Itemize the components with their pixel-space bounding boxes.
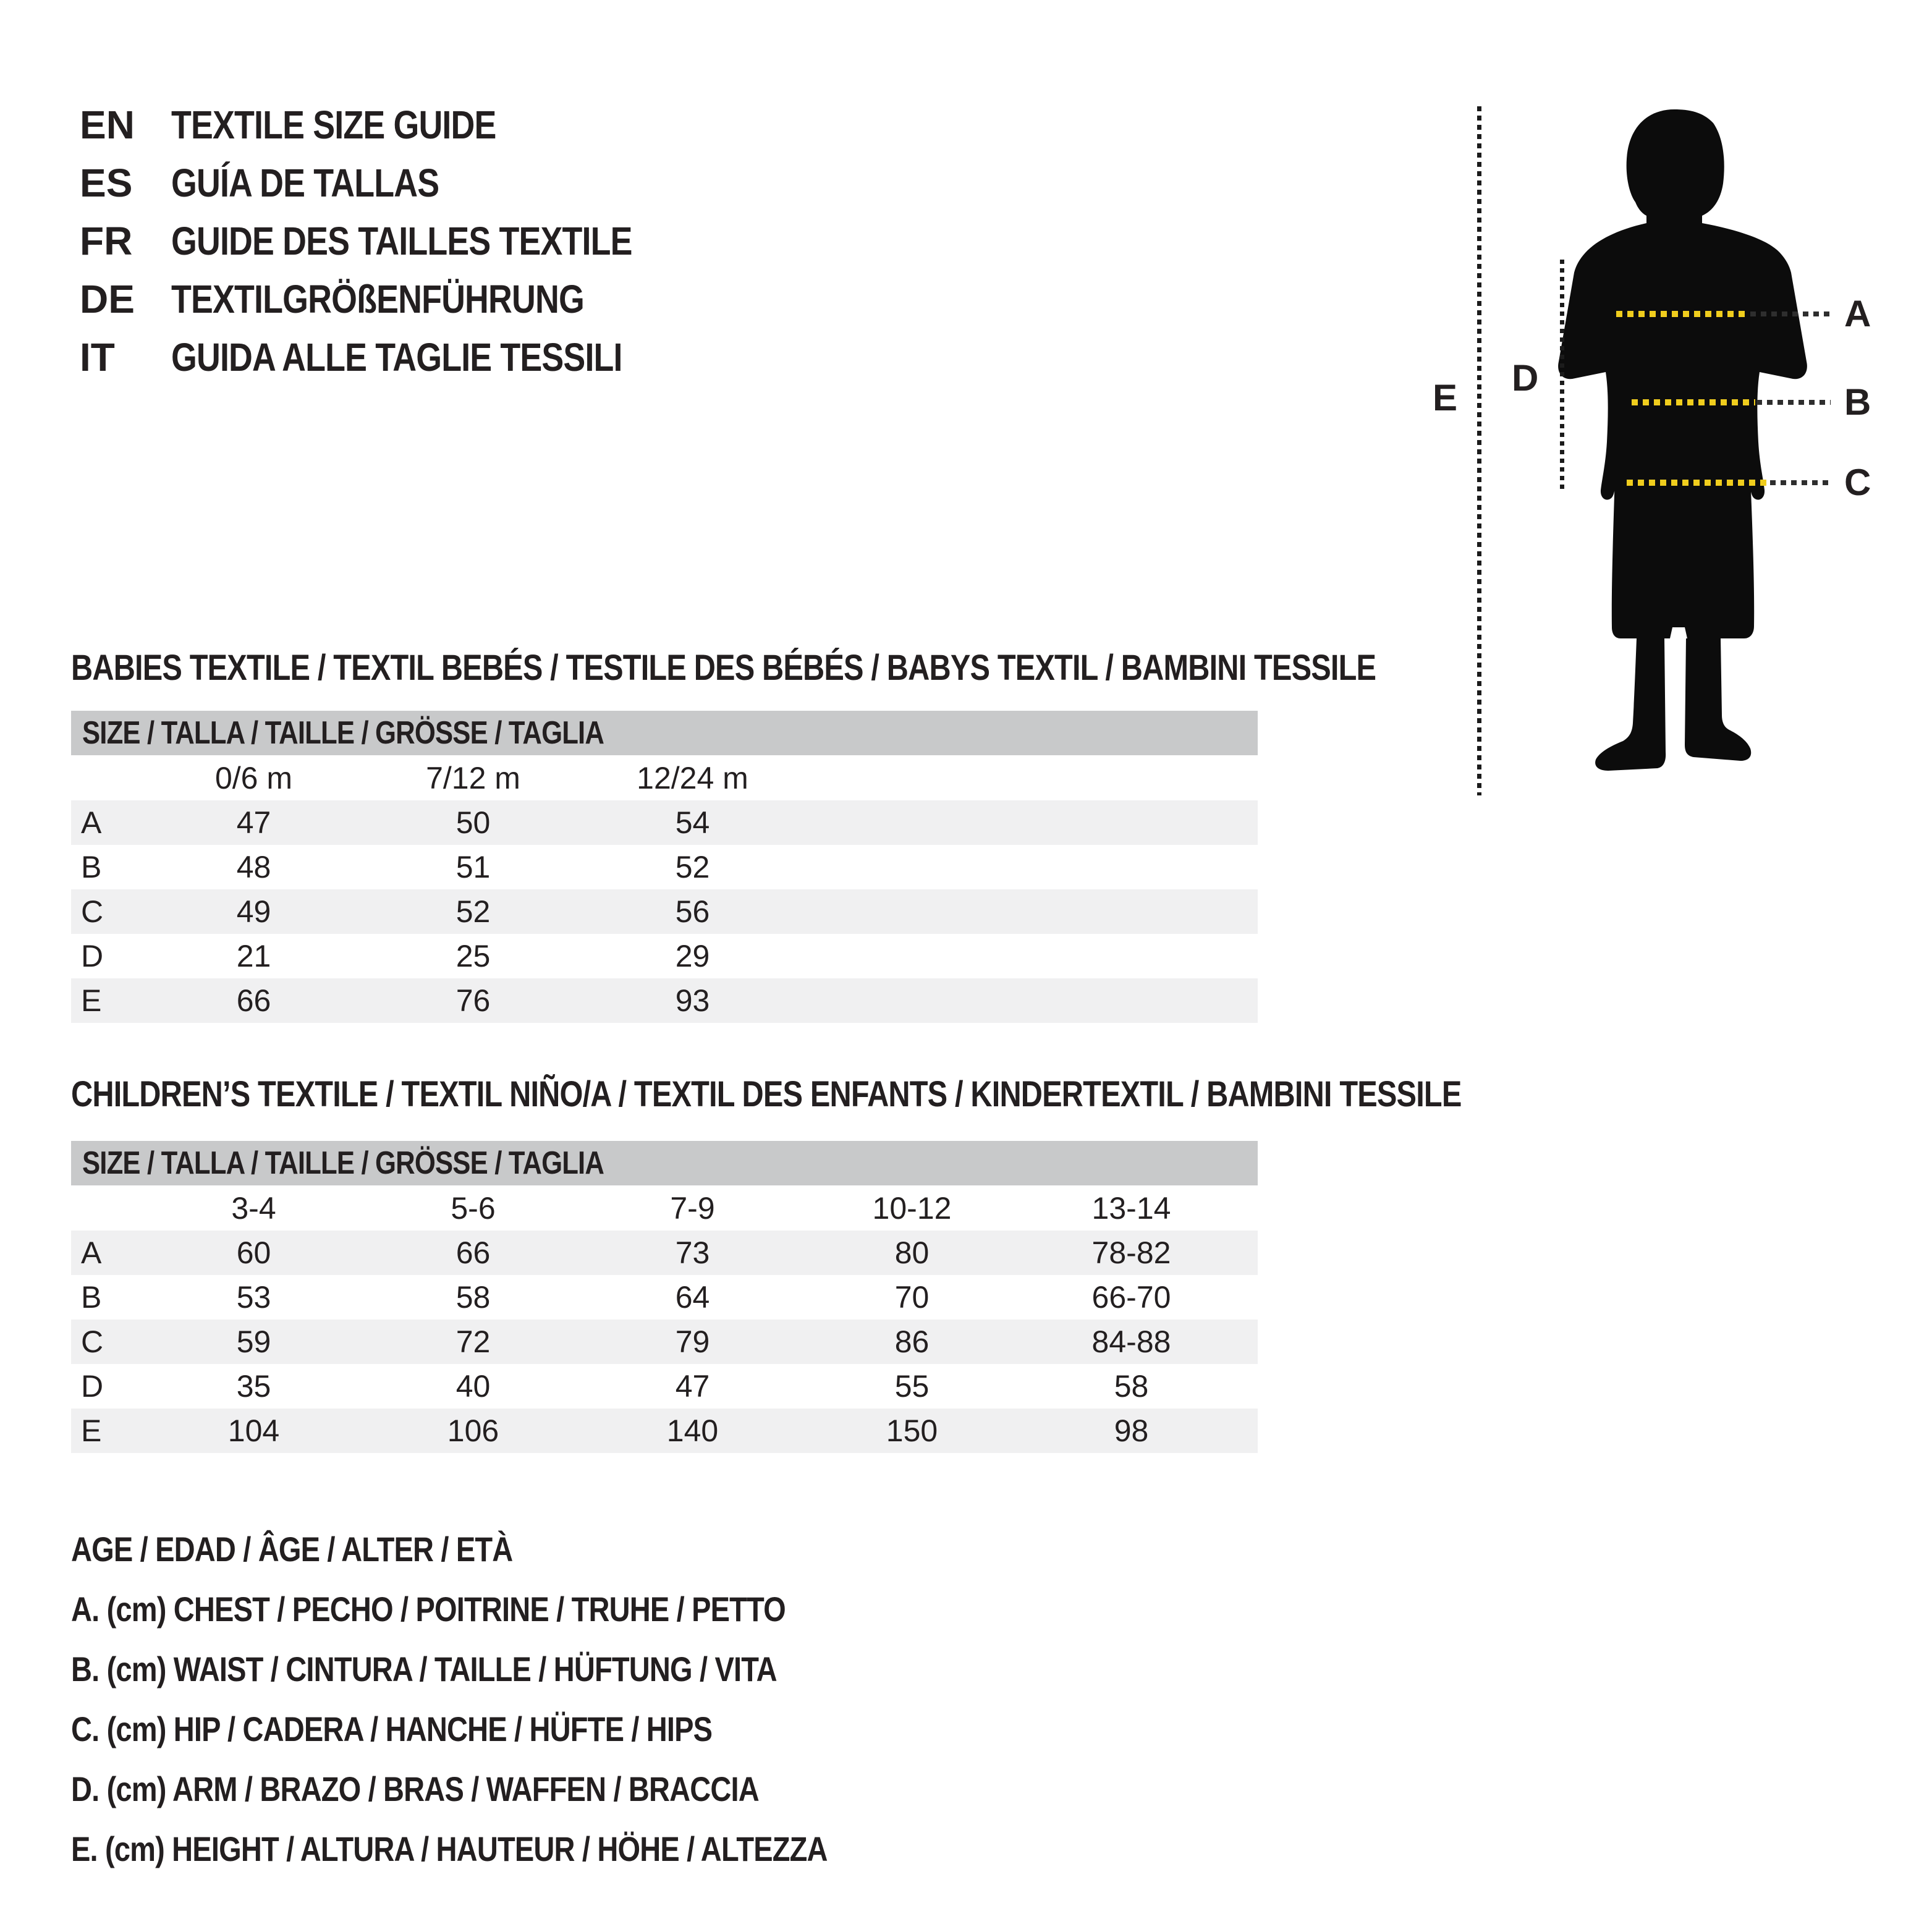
language-row-de xyxy=(80,270,720,328)
table-row-D xyxy=(71,1364,1258,1409)
figure-label-hip-C: C xyxy=(1844,462,1871,503)
table-row-A xyxy=(71,800,1258,845)
arm-measure-line-D xyxy=(1560,260,1564,489)
cell: 55 xyxy=(894,1369,930,1404)
row-label: E xyxy=(81,1413,102,1448)
table-row-C xyxy=(71,1320,1258,1364)
cell: 40 xyxy=(455,1369,491,1404)
cell: 52 xyxy=(455,894,491,929)
row-label: D xyxy=(81,1369,104,1404)
legend-line-age: AGE / EDAD / ÂGE / ALTER / ETÀ xyxy=(71,1530,513,1569)
row-label: C xyxy=(81,1324,104,1359)
table-row-A xyxy=(71,1231,1258,1275)
language-code: FR xyxy=(80,219,133,263)
children-size-table xyxy=(71,1141,1258,1453)
cell: 51 xyxy=(455,850,491,884)
table-header-bar: SIZE / TALLA / TAILLE / GRÖSSE / TAGLIA xyxy=(71,711,1258,755)
children-column-headers xyxy=(71,1185,1258,1231)
cell: 56 xyxy=(675,894,710,929)
guide-title-fr: GUIDE DES TAILLES TEXTILE xyxy=(171,219,632,263)
cell: 29 xyxy=(675,939,710,973)
guide-title-en: TEXTILE SIZE GUIDE xyxy=(171,103,496,147)
row-label: E xyxy=(81,983,102,1018)
figure-label-waist-B: B xyxy=(1844,381,1871,423)
babies-section-title: BABIES TEXTILE / TEXTIL BEBÉS / TESTILE DES BÉBÉS / BABYS TEXTIL / BAMBINI TESSILE xyxy=(71,647,1376,688)
cell: 104 xyxy=(227,1413,280,1448)
cell: 70 xyxy=(894,1280,930,1315)
legend-line-hip: C. (cm) HIP / CADERA / HANCHE / HÜFTE / HIPS xyxy=(71,1710,713,1748)
legend-line-chest: A. (cm) CHEST / PECHO / POITRINE / TRUHE / PETTO xyxy=(71,1590,786,1629)
legend-line-arm: D. (cm) ARM / BRAZO / BRAS / WAFFEN / BRACCIA xyxy=(71,1769,759,1808)
language-row-en xyxy=(80,96,720,154)
legend-line-waist: B. (cm) WAIST / CINTURA / TAILLE / HÜFTUNG / VITA xyxy=(71,1650,777,1688)
cell: 66 xyxy=(455,1235,491,1270)
column-header: 13-14 xyxy=(1091,1190,1171,1226)
leader-dots-A xyxy=(1750,311,1831,316)
guide-title-es: GUÍA DE TALLAS xyxy=(171,161,439,205)
cell: 21 xyxy=(236,939,271,973)
language-code: DE xyxy=(80,277,135,321)
cell: 64 xyxy=(675,1280,710,1315)
cell: 93 xyxy=(675,983,710,1018)
table-row-B xyxy=(71,845,1258,889)
guide-title-de: TEXTILGRÖßENFÜHRUNG xyxy=(171,277,584,321)
table-row-D xyxy=(71,934,1258,978)
language-row-es xyxy=(80,154,720,212)
cell: 86 xyxy=(894,1324,930,1359)
babies-column-headers xyxy=(71,755,1258,800)
language-code: IT xyxy=(80,335,115,379)
column-header: 3-4 xyxy=(231,1190,276,1226)
language-code: EN xyxy=(80,103,135,147)
table-row-C xyxy=(71,889,1258,934)
cell: 54 xyxy=(675,805,710,840)
cell: 47 xyxy=(236,805,271,840)
cell: 140 xyxy=(666,1413,719,1448)
cell: 66-70 xyxy=(1091,1280,1171,1315)
cell: 60 xyxy=(236,1235,271,1270)
column-header: 0/6 m xyxy=(214,760,293,795)
column-header: 12/24 m xyxy=(637,760,748,795)
language-row-fr xyxy=(80,212,720,270)
row-label: D xyxy=(81,939,104,973)
row-label: B xyxy=(81,1280,102,1315)
cell: 80 xyxy=(894,1235,930,1270)
cell: 78-82 xyxy=(1091,1235,1171,1270)
figure-label-chest-A: A xyxy=(1844,293,1871,334)
table-row-E xyxy=(71,1409,1258,1453)
row-label: A xyxy=(81,1235,102,1270)
cell: 58 xyxy=(1114,1369,1149,1404)
guide-title-it: GUIDA ALLE TAGLIE TESSILI xyxy=(171,335,622,379)
height-measure-line-E xyxy=(1477,106,1481,795)
legend-line-height: E. (cm) HEIGHT / ALTURA / HAUTEUR / HÖHE / ALTEZZA xyxy=(71,1829,828,1868)
language-row-it xyxy=(80,328,720,386)
cell: 79 xyxy=(675,1324,710,1359)
figure-label-height-E: E xyxy=(1433,377,1458,418)
cell: 50 xyxy=(455,805,491,840)
cell: 47 xyxy=(675,1369,710,1404)
leader-dots-B xyxy=(1756,400,1831,405)
cell: 48 xyxy=(236,850,271,884)
measurement-legend xyxy=(71,1519,972,1879)
cell: 25 xyxy=(455,939,491,973)
children-section-title: CHILDREN’S TEXTILE / TEXTIL NIÑO/A / TEXTIL DES ENFANTS / KINDERTEXTIL / BAMBINI TESSILE xyxy=(71,1074,1462,1114)
column-header: 7/12 m xyxy=(426,760,520,795)
cell: 73 xyxy=(675,1235,710,1270)
row-label: A xyxy=(81,805,102,840)
hip-measure-dashes-C xyxy=(1627,480,1769,486)
cell: 58 xyxy=(455,1280,491,1315)
language-title-list xyxy=(80,96,720,386)
cell: 59 xyxy=(236,1324,271,1359)
table-row-E xyxy=(71,978,1258,1023)
cell: 66 xyxy=(236,983,271,1018)
table-header-bar: SIZE / TALLA / TAILLE / GRÖSSE / TAGLIA xyxy=(71,1141,1258,1185)
row-label: B xyxy=(81,850,102,884)
cell: 53 xyxy=(236,1280,271,1315)
cell: 98 xyxy=(1114,1413,1149,1448)
cell: 52 xyxy=(675,850,710,884)
row-label: C xyxy=(81,894,104,929)
cell: 72 xyxy=(455,1324,491,1359)
cell: 150 xyxy=(886,1413,938,1448)
cell: 49 xyxy=(236,894,271,929)
column-header: 10-12 xyxy=(872,1190,952,1226)
cell: 106 xyxy=(447,1413,499,1448)
chest-measure-dashes-A xyxy=(1616,311,1749,317)
cell: 76 xyxy=(455,983,491,1018)
leader-dots-C xyxy=(1770,480,1832,485)
table-row-B xyxy=(71,1275,1258,1320)
babies-size-table xyxy=(71,711,1258,1023)
language-code: ES xyxy=(80,161,133,205)
figure-label-arm-D: D xyxy=(1512,357,1539,399)
column-header: 5-6 xyxy=(451,1190,496,1226)
cell: 84-88 xyxy=(1091,1324,1171,1359)
column-header: 7-9 xyxy=(670,1190,715,1226)
cell: 35 xyxy=(236,1369,271,1404)
waist-measure-dashes-B xyxy=(1632,399,1755,405)
